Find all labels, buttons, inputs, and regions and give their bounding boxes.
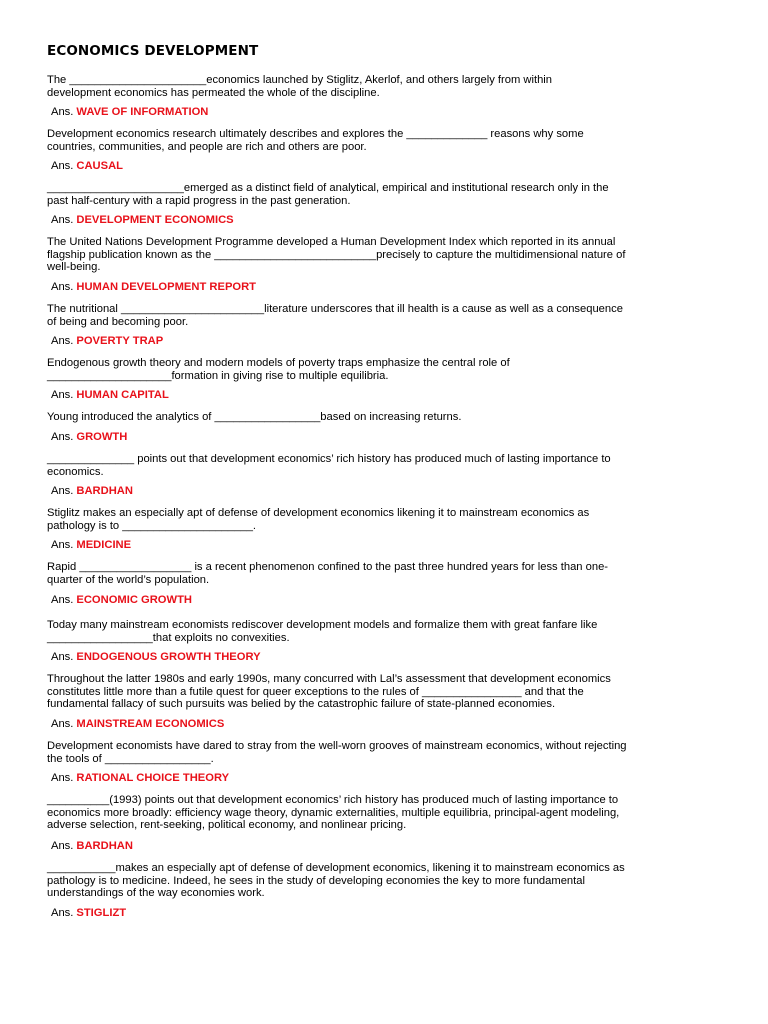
question-1: The ______________________economics launched by Stiglitz, Akerlof, and others largely from within development economics has permeated the whole of the discipline. bbox=[47, 74, 553, 99]
answer-value: ECONOMIC GROWTH bbox=[76, 594, 192, 606]
answer-5 bbox=[51, 335, 163, 348]
answer-prefix: Ans. bbox=[51, 539, 74, 551]
answer-value: WAVE OF INFORMATION bbox=[76, 106, 209, 118]
document-title: ECONOMICS DEVELOPMENT bbox=[47, 43, 259, 59]
question-14: __________(1993) points out that development economics’ rich history has produced much of lasting importance to economics more broadly: efficiency wage theory, dynamic externalities, multiple equilibria, principal-agent modeling, adverse selection, rent-seeking, political economy, and nonlinear pricing. bbox=[47, 794, 620, 832]
answer-prefix: Ans. bbox=[51, 106, 74, 118]
answer-prefix: Ans. bbox=[51, 160, 74, 172]
answer-2 bbox=[51, 160, 123, 173]
answer-value: HUMAN DEVELOPMENT REPORT bbox=[76, 281, 257, 293]
answer-prefix: Ans. bbox=[51, 718, 74, 730]
question-9: Stiglitz makes an especially apt of defense of development economics likening it to mainstream economics as pathology is to _____________________. bbox=[47, 507, 590, 532]
question-2: Development economics research ultimately describes and explores the _____________ reasons why some countries, communities, and people are rich and others are poor. bbox=[47, 128, 584, 153]
answer-8 bbox=[51, 485, 133, 498]
answer-prefix: Ans. bbox=[51, 214, 74, 226]
answer-6 bbox=[51, 389, 169, 402]
answer-value: POVERTY TRAP bbox=[76, 335, 164, 347]
question-4: The United Nations Development Programme developed a Human Development Index which reported in its annual flagship publication known as the __________________________precisely to capture the multidimensional nature of well-being. bbox=[47, 236, 626, 274]
answer-prefix: Ans. bbox=[51, 389, 74, 401]
answer-prefix: Ans. bbox=[51, 840, 74, 852]
answer-15 bbox=[51, 907, 126, 920]
question-13: Development economists have dared to stray from the well-worn grooves of mainstream economics, without rejecting the tools of _________________. bbox=[47, 740, 627, 765]
answer-11 bbox=[51, 651, 261, 664]
answer-prefix: Ans. bbox=[51, 594, 74, 606]
question-15: ___________makes an especially apt of defense of development economics, likening it to mainstream economics as pathology is to medicine. Indeed, he sees in the study of developing economies the key to more fundamental understandings of the way economies work. bbox=[47, 862, 625, 900]
answer-3 bbox=[51, 214, 234, 227]
question-7: Young introduced the analytics of _________________based on increasing returns. bbox=[47, 411, 462, 423]
answer-4 bbox=[51, 281, 256, 294]
answer-14 bbox=[51, 840, 133, 853]
answer-value: BARDHAN bbox=[76, 485, 133, 497]
answer-1 bbox=[51, 106, 208, 119]
question-3: ______________________emerged as a distinct field of analytical, empirical and institutional research only in the past half-century with a rapid progress in the past generation. bbox=[47, 182, 609, 207]
answer-9 bbox=[51, 539, 131, 552]
answer-10 bbox=[51, 594, 192, 607]
answer-value: CAUSAL bbox=[76, 160, 124, 172]
question-11: Today many mainstream economists rediscover development models and formalize them with great fanfare like _________________that exploits no convexities. bbox=[47, 619, 598, 644]
question-6: Endogenous growth theory and modern models of poverty traps emphasize the central role of ____________________formation in giving rise to multiple equilibria. bbox=[47, 357, 510, 382]
answer-prefix: Ans. bbox=[51, 651, 74, 663]
answer-value: STIGLIZT bbox=[76, 907, 127, 919]
answer-prefix: Ans. bbox=[51, 485, 74, 497]
answer-prefix: Ans. bbox=[51, 772, 74, 784]
question-8: ______________ points out that development economics’ rich history has produced much of lasting importance to economics. bbox=[47, 453, 611, 478]
question-12: Throughout the latter 1980s and early 1990s, many concurred with Lal’s assessment that development economics constitutes little more than a futile quest for queer exceptions to the rules of ________________ and that the fundamental fallacy of such pursuits was belied by the catastrophic failure of state-planned economies. bbox=[47, 673, 611, 711]
answer-value: RATIONAL CHOICE THEORY bbox=[76, 772, 230, 784]
question-10: Rapid __________________ is a recent phenomenon confined to the past three hundred years for less than one- quarter of the world’s population. bbox=[47, 561, 609, 586]
answer-13 bbox=[51, 772, 229, 785]
answer-value: GROWTH bbox=[76, 431, 128, 443]
answer-value: HUMAN CAPITAL bbox=[76, 389, 169, 401]
answer-value: ENDOGENOUS GROWTH THEORY bbox=[76, 651, 261, 663]
answer-prefix: Ans. bbox=[51, 431, 74, 443]
answer-12 bbox=[51, 718, 224, 731]
answer-value: MEDICINE bbox=[76, 539, 132, 551]
answer-value: BARDHAN bbox=[76, 840, 133, 852]
answer-value: MAINSTREAM ECONOMICS bbox=[76, 718, 225, 730]
answer-prefix: Ans. bbox=[51, 907, 74, 919]
question-5: The nutritional _______________________literature underscores that ill health is a cause as well as a consequence of being and becoming poor. bbox=[47, 303, 623, 328]
answer-7 bbox=[51, 431, 127, 444]
answer-value: DEVELOPMENT ECONOMICS bbox=[76, 214, 234, 226]
answer-prefix: Ans. bbox=[51, 281, 74, 293]
answer-prefix: Ans. bbox=[51, 335, 74, 347]
